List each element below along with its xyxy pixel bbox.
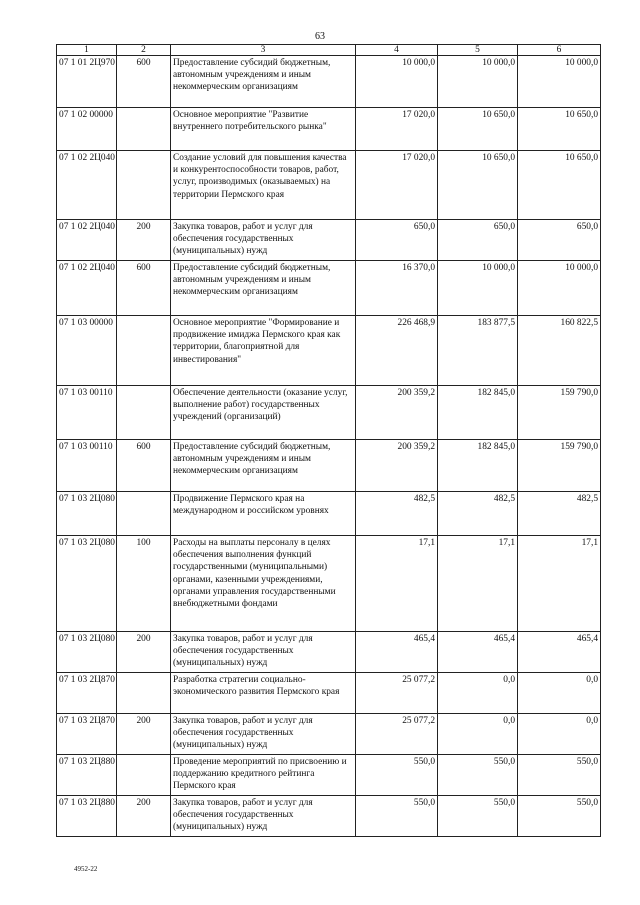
page-number: 63 [315,31,325,42]
item-name: Закупка товаров, работ и услуг для обеспечения государственных (муниципальных) нужд [171,714,356,755]
expense-type-code [117,755,171,796]
amount-col4: 25 077,2 [356,714,438,755]
table-row [57,151,601,220]
table-header-row [57,45,601,56]
amount-col6: 159 790,0 [518,386,601,440]
amount-col5: 183 877,5 [438,316,518,386]
amount-col5: 465,4 [438,632,518,673]
expense-type-code [117,386,171,440]
expense-type-code: 200 [117,714,171,755]
table-row [57,56,601,108]
column-header: 3 [171,45,356,56]
item-name: Закупка товаров, работ и услуг для обеспечения государственных (муниципальных) нужд [171,796,356,837]
amount-col5: 0,0 [438,714,518,755]
amount-col4: 226 468,9 [356,316,438,386]
table-row [57,108,601,151]
target-article-code: 07 1 03 2Ц080 [57,536,117,632]
expense-type-code [117,492,171,536]
amount-col5: 10 000,0 [438,261,518,316]
amount-col6: 160 822,5 [518,316,601,386]
amount-col5: 10 650,0 [438,151,518,220]
amount-col6: 465,4 [518,632,601,673]
target-article-code: 07 1 03 00110 [57,440,117,492]
amount-col4: 465,4 [356,632,438,673]
target-article-code: 07 1 02 00000 [57,108,117,151]
expense-type-code [117,151,171,220]
table-row [57,755,601,796]
item-name: Закупка товаров, работ и услуг для обеспечения государственных (муниципальных) нужд [171,220,356,261]
expense-type-code [117,108,171,151]
amount-col5: 17,1 [438,536,518,632]
target-article-code: 07 1 03 2Ц870 [57,673,117,714]
item-name: Основное мероприятие "Формирование и продвижение имиджа Пермского края как территории, благоприятной для инвестирования" [171,316,356,386]
amount-col6: 17,1 [518,536,601,632]
item-name: Проведение мероприятий по присвоению и поддержанию кредитного рейтинга Пермского края [171,755,356,796]
amount-col6: 10 000,0 [518,261,601,316]
target-article-code: 07 1 03 2Ц880 [57,755,117,796]
amount-col6: 0,0 [518,714,601,755]
table-row [57,536,601,632]
expense-type-code: 600 [117,56,171,108]
table-row [57,714,601,755]
target-article-code: 07 1 02 2Ц040 [57,220,117,261]
item-name: Расходы на выплаты персоналу в целях обеспечения выполнения функций государственными (муниципальными) органами, казенными учреждениями, органами управления государственными внебюджетными фондами [171,536,356,632]
amount-col5: 650,0 [438,220,518,261]
expense-type-code: 600 [117,440,171,492]
expense-type-code: 100 [117,536,171,632]
amount-col4: 17,1 [356,536,438,632]
amount-col6: 550,0 [518,796,601,837]
amount-col4: 16 370,0 [356,261,438,316]
amount-col5: 182 845,0 [438,440,518,492]
budget-table [56,44,601,837]
expense-type-code: 200 [117,632,171,673]
target-article-code: 07 1 03 2Ц080 [57,632,117,673]
table-row [57,440,601,492]
target-article-code: 07 1 03 00000 [57,316,117,386]
expense-type-code: 200 [117,220,171,261]
target-article-code: 07 1 03 2Ц880 [57,796,117,837]
amount-col5: 182 845,0 [438,386,518,440]
amount-col6: 10 650,0 [518,108,601,151]
amount-col4: 482,5 [356,492,438,536]
amount-col5: 10 000,0 [438,56,518,108]
table-row [57,492,601,536]
column-header: 1 [57,45,117,56]
amount-col5: 550,0 [438,796,518,837]
expense-type-code [117,316,171,386]
item-name: Разработка стратегии социально-экономического развития Пермского края [171,673,356,714]
item-name: Предоставление субсидий бюджетным, автономным учреждениям и иным некоммерческим организациям [171,261,356,316]
document-footer-code: 4952-22 [74,865,98,873]
table-row [57,386,601,440]
target-article-code: 07 1 03 2Ц080 [57,492,117,536]
target-article-code: 07 1 01 2Ц970 [57,56,117,108]
amount-col4: 17 020,0 [356,108,438,151]
item-name: Продвижение Пермского края на международном и российском уровнях [171,492,356,536]
item-name: Основное мероприятие "Развитие внутреннего потребительского рынка" [171,108,356,151]
table-row [57,261,601,316]
amount-col6: 10 650,0 [518,151,601,220]
amount-col5: 482,5 [438,492,518,536]
amount-col4: 650,0 [356,220,438,261]
amount-col4: 25 077,2 [356,673,438,714]
table-row [57,316,601,386]
column-header: 4 [356,45,438,56]
table-row [57,220,601,261]
amount-col6: 10 000,0 [518,56,601,108]
amount-col6: 550,0 [518,755,601,796]
amount-col6: 0,0 [518,673,601,714]
target-article-code: 07 1 03 2Ц870 [57,714,117,755]
amount-col4: 550,0 [356,796,438,837]
column-header: 6 [518,45,601,56]
target-article-code: 07 1 02 2Ц040 [57,151,117,220]
table-row [57,673,601,714]
amount-col6: 159 790,0 [518,440,601,492]
expense-type-code: 200 [117,796,171,837]
item-name: Предоставление субсидий бюджетным, автономным учреждениям и иным некоммерческим организациям [171,440,356,492]
target-article-code: 07 1 02 2Ц040 [57,261,117,316]
expense-type-code [117,673,171,714]
item-name: Предоставление субсидий бюджетным, автономным учреждениям и иным некоммерческим организациям [171,56,356,108]
item-name: Закупка товаров, работ и услуг для обеспечения государственных (муниципальных) нужд [171,632,356,673]
amount-col4: 10 000,0 [356,56,438,108]
amount-col5: 550,0 [438,755,518,796]
amount-col4: 550,0 [356,755,438,796]
expense-type-code: 600 [117,261,171,316]
item-name: Обеспечение деятельности (оказание услуг, выполнение работ) государственных учреждений (организаций) [171,386,356,440]
table-row [57,632,601,673]
amount-col5: 10 650,0 [438,108,518,151]
item-name: Создание условий для повышения качества и конкурентоспособности товаров, работ, услуг, производимых (оказываемых) на территории Пермского края [171,151,356,220]
amount-col4: 17 020,0 [356,151,438,220]
column-header: 2 [117,45,171,56]
target-article-code: 07 1 03 00110 [57,386,117,440]
amount-col4: 200 359,2 [356,386,438,440]
column-header: 5 [438,45,518,56]
amount-col6: 650,0 [518,220,601,261]
amount-col4: 200 359,2 [356,440,438,492]
table-row [57,796,601,837]
amount-col6: 482,5 [518,492,601,536]
amount-col5: 0,0 [438,673,518,714]
